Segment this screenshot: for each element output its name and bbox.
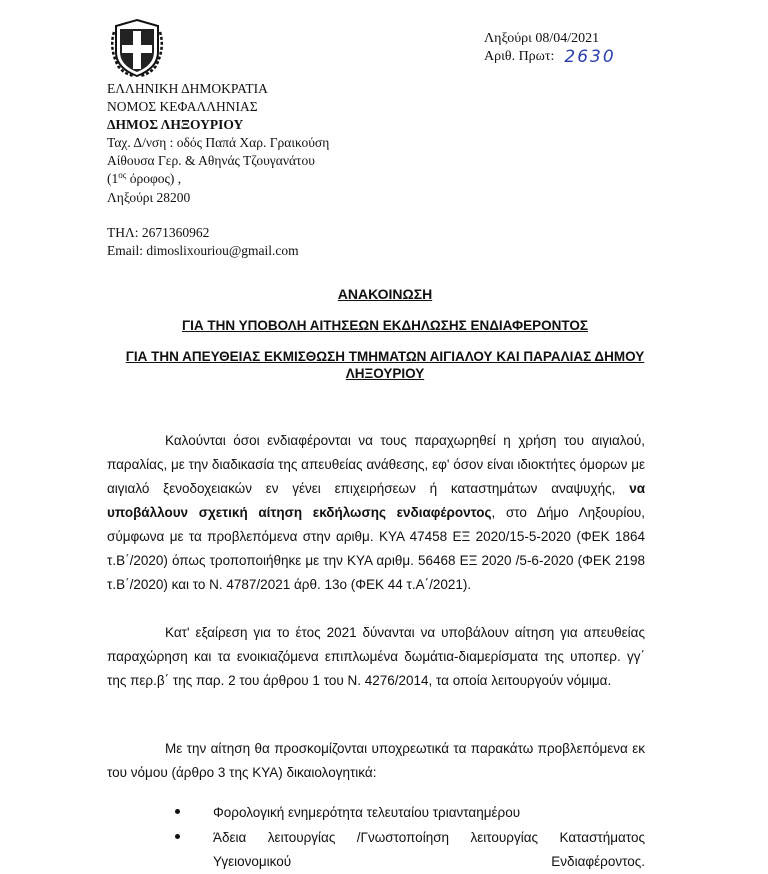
protocol-number: 2630	[564, 47, 616, 67]
header-email: Email: dimoslixouriou@gmail.com	[107, 243, 299, 258]
bullet-icon	[175, 809, 180, 814]
header-phone: ΤΗΛ: 2671360962	[107, 225, 210, 240]
header-city: Ληξούρι 28200	[107, 190, 191, 205]
header-address: Ταχ. Δ/νση : οδός Παπά Χαρ. Γραικούση	[107, 135, 330, 150]
header-floor: ($1^{o\varsigma}$ όροφος) ,	[107, 170, 182, 186]
bullet-icon	[175, 834, 180, 839]
paragraph-exception: Κατ' εξαίρεση για το έτος 2021 δύνανται να υποβάλουν αίτηση για απευθείας παραχώρηση και τα ενοικιαζόμενα επιπλωμένα δωμάτια-διαμερίσματα της υποπερ. γγ΄ της περ.β΄ της παρ. 2 του άρθρου 1 του Ν. 4276/2014, τα οποία λειτουργούν νόμιμα.	[107, 625, 645, 688]
paragraph-documents: Με την αίτηση θα προσκομίζονται υποχρεωτικά τα παρακάτω προβλεπόμενα εκ του νόμου (άρθρο 3 της ΚΥΑ) δικαιολογητικά:	[107, 741, 645, 780]
issuer-header	[107, 80, 329, 260]
protocol-label: Αριθ. Πρωτ:	[484, 49, 555, 64]
announcement-subject: ΓΙΑ ΤΗΝ ΑΠΕΥΘΕΙΑΣ ΕΚΜΙΣΘΩΣΗ ΤΜΗΜΑΤΩΝ ΑΙΓΙΑΛΟΥ ΚΑΙ ΠΑΡΑΛΙΑΣ ΔΗΜΟΥ ΛΗΞΟΥΡΙΟΥ	[125, 349, 645, 381]
greek-coat-of-arms-icon	[108, 18, 166, 78]
announcement-title: ΑΝΑΚΟΙΝΩΣΗ	[337, 286, 433, 302]
header-hall: Αίθουσα Γερ. & Αθηνάς Τζουγανάτου	[107, 153, 315, 168]
paragraph-invitation-emphasis: να υποβάλλουν σχετική αίτηση εκδήλωσης ενδιαφέροντος	[107, 481, 645, 520]
protocol-line	[484, 47, 616, 65]
document-date: Ληξούρι 08/04/2021	[484, 31, 600, 46]
header-prefecture: ΝΟΜΟΣ ΚΕΦΑΛΛΗΝΙΑΣ	[107, 99, 258, 114]
announcement-subtitle: ΓΙΑ ΤΗΝ ΥΠΟΒΟΛΗ ΑΙΤΗΣΕΩΝ ΕΚΔΗΛΩΣΗΣ ΕΝΔΙΑΦΕΡΟΝΤΟΣ	[182, 318, 588, 333]
document-meta	[484, 30, 616, 65]
list-item: Άδεια λειτουργίας /Γνωστοποίηση λειτουργίας Καταστήματος Υγειονομικού Ενδιαφέροντος.	[107, 826, 645, 874]
header-municipality: ΔΗΜΟΣ ΛΗΞΟΥΡΙΟΥ	[107, 117, 244, 132]
list-item: Φορολογική ενημερότητα τελευταίου τριανταημέρου	[107, 801, 645, 825]
paragraph-invitation: Καλούνται όσοι ενδιαφέρονται να τους παραχωρηθεί η χρήση του αιγιαλού, παραλίας, με την διαδικασία της απευθείας ανάθεσης, εφ' όσον είναι ιδιοκτήτες όμορων με αιγιαλό ξενοδοχειακών εν γένει επιχειρήσεων ή καταστημάτων αναψυχής, να υποβάλλουν σχετική αίτηση εκδήλωσης ενδιαφέροντος, στο Δήμο Ληξουρίου, σύμφωνα με τα προβλεπόμενα στην αριθμ. ΚΥΑ 47458 ΕΞ 2020/15-5-2020 (ΦΕΚ 1864 τ.Β΄/2020) όπως τροποποιήθηκε με την ΚΥΑ αριθμ. 56468 ΕΞ 2020 /5-6-2020 (ΦΕΚ 2198 τ.Β΄/2020) και το Ν. 4787/2021 άρθ. 13ο (ΦΕΚ 44 τ.Α΄/2021).	[107, 433, 645, 592]
header-country: ΕΛΛΗΝΙΚΗ ΔΗΜΟΚΡΑΤΙΑ	[107, 81, 268, 96]
